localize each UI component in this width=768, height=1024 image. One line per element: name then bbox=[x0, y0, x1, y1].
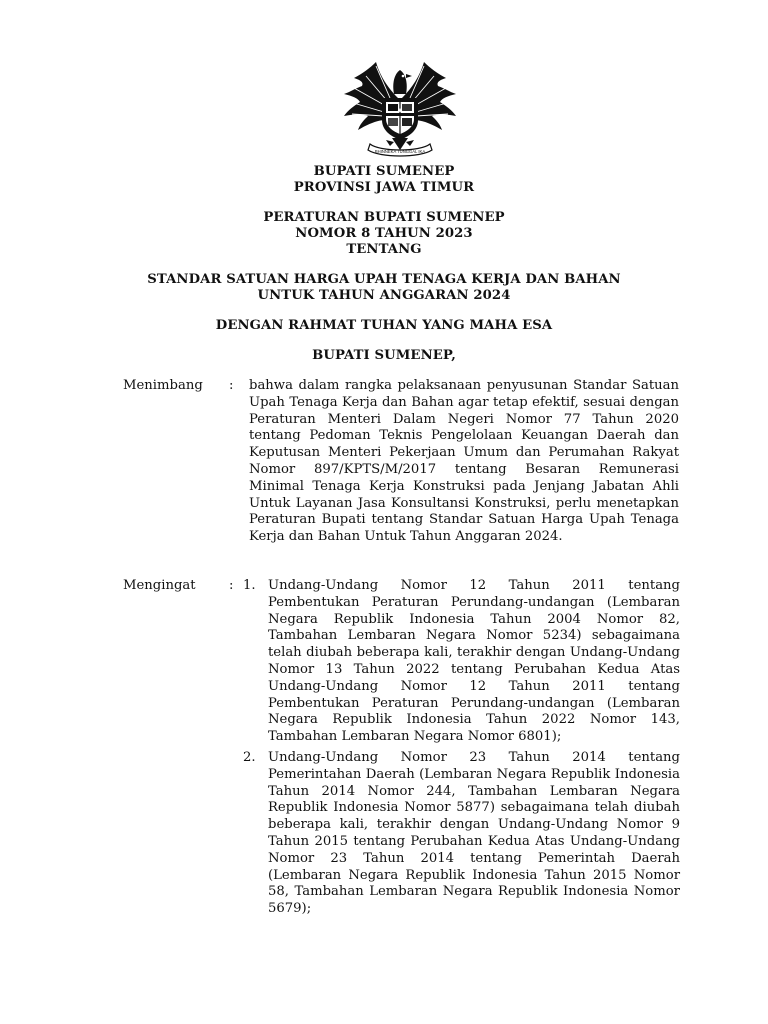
mengingat-item-text: Undang-Undang Nomor 12 Tahun 2011 tentang Pembentukan Peraturan Perundang-undangan (Lembaran Negara Republik Indonesia Tahun 2004 Nomor 82, Tambahan Lembaran Negara Nomor 5234) sebagaimana telah diubah beberapa kali, terakhir dengan Undang-Undang Nomor 13 Tahun 2022 tentang Perubahan Kedua Atas Undang-Undang Nomor 12 Tahun 2011 tentang Pembentukan Peraturan Perundang-undangan (Lembaran Negara Republik Indonesia Tahun 2022 Nomor 143, Tambahan Lembaran Negara Nomor 6801); bbox=[268, 578, 680, 745]
menimbang-text: bahwa dalam rangka pelaksanaan penyusunan Standar Satuan Upah Tenaga Kerja dan Bahan agar tetap efektif, sesuai dengan Peraturan Menteri Dalam Negeri Nomor 77 Tahun 2020 tentang Pedoman Teknis Pengelolaan Keuangan Daerah dan Keputusan Menteri Pekerjaan Umum dan Perumahan Rakyat Nomor 897/KPTS/M/2017 tentang Besaran Remunerasi Minimal Tenaga Kerja Konstruksi pada Jenjang Jabatan Ahli Untuk Layanan Jasa Konsultansi Konstruksi, perlu menetapkan Peraturan Bupati tentang Standar Satuan Harga Upah Tenaga Kerja dan Bahan Untuk Tahun Anggaran 2024. bbox=[249, 378, 679, 545]
mengingat-label: Mengingat bbox=[123, 578, 196, 593]
menimbang-colon: : bbox=[229, 378, 234, 393]
preamble: DENGAN RAHMAT TUHAN YANG MAHA ESA bbox=[215, 318, 553, 333]
mengingat-item-number: 2. bbox=[243, 750, 256, 765]
mengingat-item-text: Undang-Undang Nomor 23 Tahun 2014 tentang Pemerintahan Daerah (Lembaran Negara Republik Indonesia Tahun 2014 Nomor 244, Tambahan Lembaran Negara Republik Indonesia Nomor 5877) sebagaimana telah diubah beberapa kali, terakhir dengan Undang-Undang Nomor 9 Tahun 2015 tentang Perubahan Kedua Atas Undang-Undang Nomor 23 Tahun 2014 tentang Pemerintah Daerah (Lembaran Negara Republik Indonesia Tahun 2015 Nomor 58, Tambahan Lembaran Negara Republik Indonesia Nomor 5679); bbox=[268, 750, 680, 917]
regulation-number: NOMOR 8 TAHUN 2023 bbox=[295, 226, 473, 241]
header-line-2: PROVINSI JAWA TIMUR bbox=[293, 180, 475, 195]
mengingat-item-number: 1. bbox=[243, 578, 256, 593]
subject-line-2: UNTUK TAHUN ANGGARAN 2024 bbox=[257, 288, 511, 303]
subject-line-1: STANDAR SATUAN HARGA UPAH TENAGA KERJA DAN BAHAN bbox=[147, 272, 621, 287]
header-line-1: BUPATI SUMENEP bbox=[313, 164, 455, 179]
menimbang-label: Menimbang bbox=[123, 378, 203, 393]
svg-text:BHINNEKA TUNGGAL IKA: BHINNEKA TUNGGAL IKA bbox=[374, 149, 426, 154]
mengingat-colon: : bbox=[229, 578, 234, 593]
regulation-title: PERATURAN BUPATI SUMENEP bbox=[263, 210, 505, 225]
issuer: BUPATI SUMENEP, bbox=[312, 348, 456, 363]
garuda-pancasila-emblem-icon bbox=[340, 58, 460, 160]
regulation-about: TENTANG bbox=[346, 242, 422, 257]
